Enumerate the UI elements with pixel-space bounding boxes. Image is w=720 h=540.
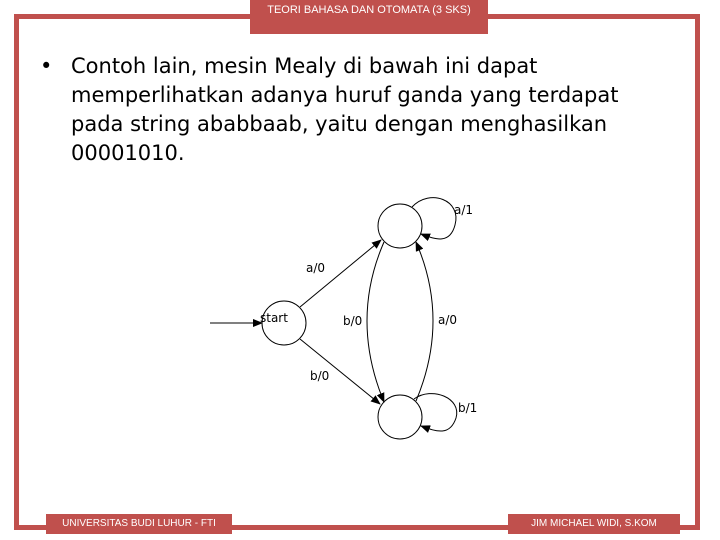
label-bottom-to-top: a/0	[438, 313, 458, 327]
header-title: TEORI BAHASA DAN OTOMATA (3 SKS)	[267, 4, 471, 16]
label-start-to-bottom: b/0	[310, 369, 330, 383]
footer-right-tab	[508, 514, 680, 534]
bullet-dot: •	[40, 54, 53, 78]
state-bottom	[378, 395, 422, 439]
footer-left-tab	[46, 514, 232, 534]
label-top-self-loop: a/1	[454, 203, 474, 217]
edge-top-to-bottom	[367, 242, 384, 402]
edge-bottom-to-top	[416, 242, 433, 401]
footer-left-text: UNIVERSITAS BUDI LUHUR - FTI	[62, 518, 216, 529]
state-top	[378, 204, 422, 248]
label-start-to-top: a/0	[306, 261, 326, 275]
label-top-to-bottom: b/0	[343, 314, 363, 328]
footer-right-text: JIM MICHAEL WIDI, S.KOM	[531, 518, 657, 529]
label-start: start	[260, 311, 288, 325]
label-bottom-self-loop: b/1	[458, 401, 478, 415]
bullet-text: Contoh lain, mesin Mealy di bawah ini dapat memperlihatkan adanya huruf ganda yang terdapat pada string ababbaab, yaitu dengan menghasilkan 00001010.	[71, 54, 619, 165]
